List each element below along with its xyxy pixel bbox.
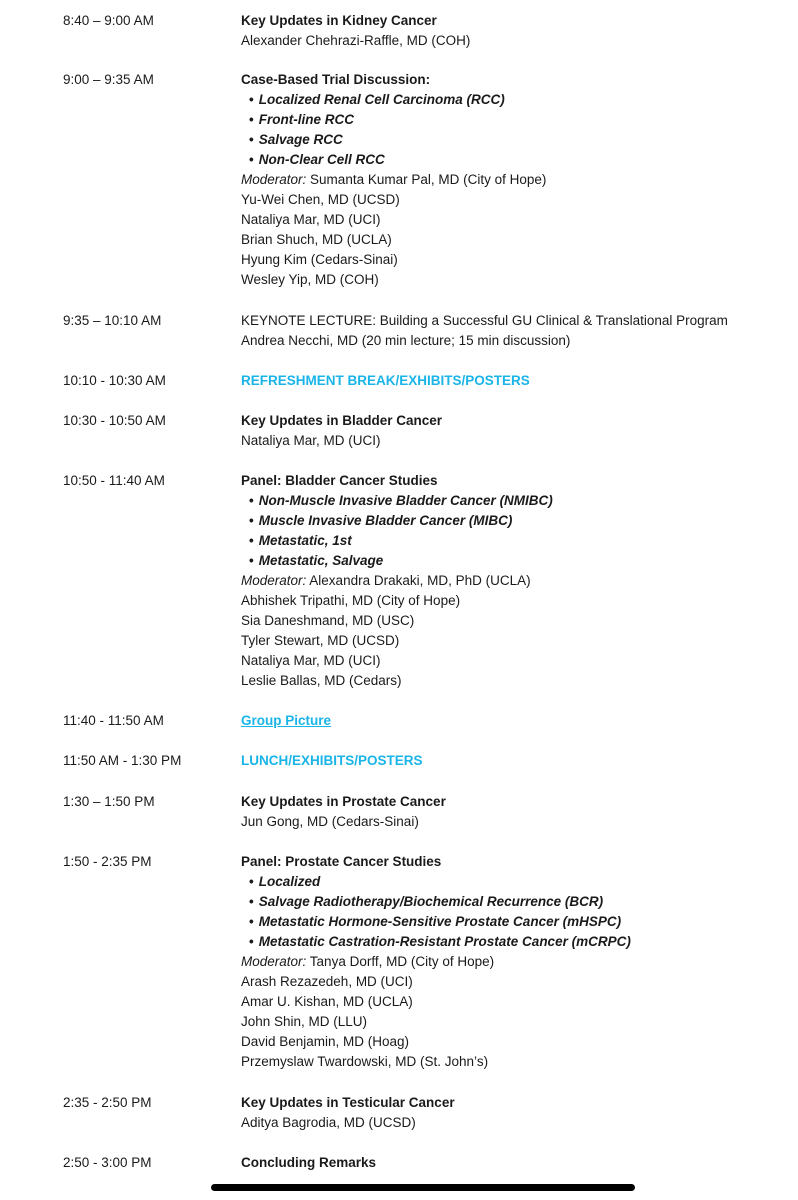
speaker: Andrea Necchi, MD (20 min lecture; 15 min discussion) [241, 333, 571, 348]
speaker: Alexander Chehrazi-Raffle, MD (COH) [241, 33, 471, 48]
speaker: Abhishek Tripathi, MD (City of Hope) [241, 593, 461, 608]
topic-bullet: • Non-Clear Cell RCC [249, 152, 385, 167]
session-title: Key Updates in Testicular Cancer [241, 1095, 455, 1110]
session-time: 10:10 - 10:30 AM [63, 373, 166, 388]
topic-bullet: • Salvage Radiotherapy/Biochemical Recurrence (BCR) [249, 894, 604, 909]
session-time: 8:40 – 9:00 AM [63, 13, 154, 28]
session-title: KEYNOTE LECTURE: Building a Successful GU Clinical & Translational Program [241, 313, 728, 328]
session-title: Concluding Remarks [241, 1155, 377, 1170]
topic-bullet: • Front-line RCC [249, 112, 354, 127]
speaker: Nataliya Mar, MD (UCI) [241, 212, 381, 227]
session-time: 9:35 – 10:10 AM [63, 313, 162, 328]
speaker: Arash Rezazedeh, MD (UCI) [241, 974, 413, 989]
topic-bullet: • Metastatic Hormone-Sensitive Prostate Cancer (mHSPC) [249, 914, 622, 929]
speaker: Sia Daneshmand, MD (USC) [241, 613, 415, 628]
speaker: Amar U. Kishan, MD (UCLA) [241, 994, 413, 1009]
session-time: 2:50 - 3:00 PM [63, 1155, 152, 1170]
speaker: Yu-Wei Chen, MD (UCSD) [241, 192, 400, 207]
home-indicator[interactable] [211, 1184, 635, 1191]
topic-bullet: • Metastatic, 1st [249, 533, 352, 548]
speaker: John Shin, MD (LLU) [241, 1014, 368, 1029]
session-title: Panel: Prostate Cancer Studies [241, 854, 442, 869]
moderator: Moderator: Sumanta Kumar Pal, MD (City of Hope) [241, 172, 547, 187]
speaker: Przemyslaw Twardowski, MD (St. John’s) [241, 1054, 489, 1069]
moderator: Moderator: Alexandra Drakaki, MD, PhD (UCLA) [241, 573, 531, 588]
session-title: REFRESHMENT BREAK/EXHIBITS/POSTERS [241, 373, 530, 388]
speaker: Leslie Ballas, MD (Cedars) [241, 673, 402, 688]
speaker: Tyler Stewart, MD (UCSD) [241, 633, 400, 648]
session-title: Key Updates in Prostate Cancer [241, 794, 446, 809]
topic-bullet: • Localized Renal Cell Carcinoma (RCC) [249, 92, 505, 107]
session-time: 10:30 - 10:50 AM [63, 413, 166, 428]
session-title: Panel: Bladder Cancer Studies [241, 473, 438, 488]
moderator: Moderator: Tanya Dorff, MD (City of Hope) [241, 954, 495, 969]
topic-bullet: • Salvage RCC [249, 132, 343, 147]
group-picture-link[interactable]: Group Picture [241, 713, 332, 728]
speaker: Brian Shuch, MD (UCLA) [241, 232, 392, 247]
session-time: 1:50 - 2:35 PM [63, 854, 152, 869]
speaker: Aditya Bagrodia, MD (UCSD) [241, 1115, 416, 1130]
topic-bullet: • Metastatic Castration-Resistant Prostate Cancer (mCRPC) [249, 934, 631, 949]
topic-bullet: • Metastatic, Salvage [249, 553, 384, 568]
session-time: 9:00 – 9:35 AM [63, 72, 154, 87]
session-time: 11:40 - 11:50 AM [63, 713, 164, 728]
topic-bullet: • Localized [249, 874, 321, 889]
session-title: Case-Based Trial Discussion: [241, 72, 431, 87]
speaker: Wesley Yip, MD (COH) [241, 272, 379, 287]
speaker: David Benjamin, MD (Hoag) [241, 1034, 410, 1049]
session-title: Key Updates in Bladder Cancer [241, 413, 443, 428]
topic-bullet: • Muscle Invasive Bladder Cancer (MIBC) [249, 513, 513, 528]
topic-bullet: • Non-Muscle Invasive Bladder Cancer (NMIBC) [249, 493, 553, 508]
speaker: Hyung Kim (Cedars-Sinai) [241, 252, 398, 267]
session-title: LUNCH/EXHIBITS/POSTERS [241, 753, 423, 768]
speaker: Nataliya Mar, MD (UCI) [241, 653, 381, 668]
session-title: Key Updates in Kidney Cancer [241, 13, 437, 28]
session-time: 10:50 - 11:40 AM [63, 473, 165, 488]
session-time: 1:30 – 1:50 PM [63, 794, 155, 809]
session-time: 11:50 AM - 1:30 PM [63, 753, 182, 768]
speaker: Jun Gong, MD (Cedars-Sinai) [241, 814, 419, 829]
session-time: 2:35 - 2:50 PM [63, 1095, 152, 1110]
speaker: Nataliya Mar, MD (UCI) [241, 433, 381, 448]
